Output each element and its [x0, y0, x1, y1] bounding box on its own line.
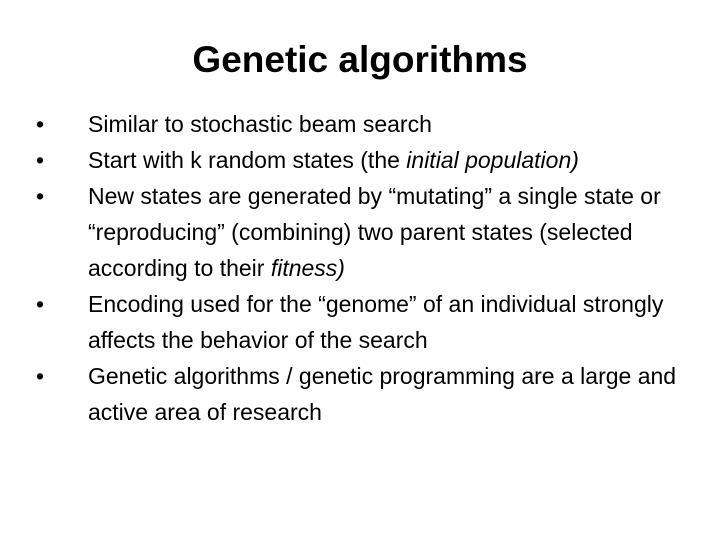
bullet-item	[36, 106, 686, 142]
bullet-icon: •	[36, 291, 45, 317]
bullet-text-plain: Start with k random states (the	[88, 147, 407, 173]
bullet-item	[36, 358, 686, 430]
bullet-item	[36, 178, 686, 286]
bullet-list	[36, 106, 686, 430]
bullet-icon: •	[36, 111, 45, 137]
bullet-text-emphasis: fitness)	[270, 255, 345, 281]
bullet-text: Genetic algorithms / genetic programming are a large and active area of research	[88, 363, 677, 425]
bullet-icon: •	[36, 363, 45, 389]
bullet-text	[88, 183, 661, 281]
bullet-text: Encoding used for the “genome” of an individual strongly affects the behavior of the search	[88, 291, 664, 353]
bullet-text-plain: New states are generated by “mutating” a single state or “reproducing” (combining) two parent states (selected according to their	[88, 183, 661, 281]
bullet-item	[36, 142, 686, 178]
slide-title: Genetic algorithms	[192, 39, 528, 80]
bullet-text-emphasis: initial population)	[406, 147, 579, 173]
bullet-text: Similar to stochastic beam search	[88, 111, 432, 137]
bullet-icon: •	[36, 183, 45, 209]
bullet-text	[88, 147, 579, 173]
bullet-item	[36, 286, 686, 358]
bullet-icon: •	[36, 147, 45, 173]
